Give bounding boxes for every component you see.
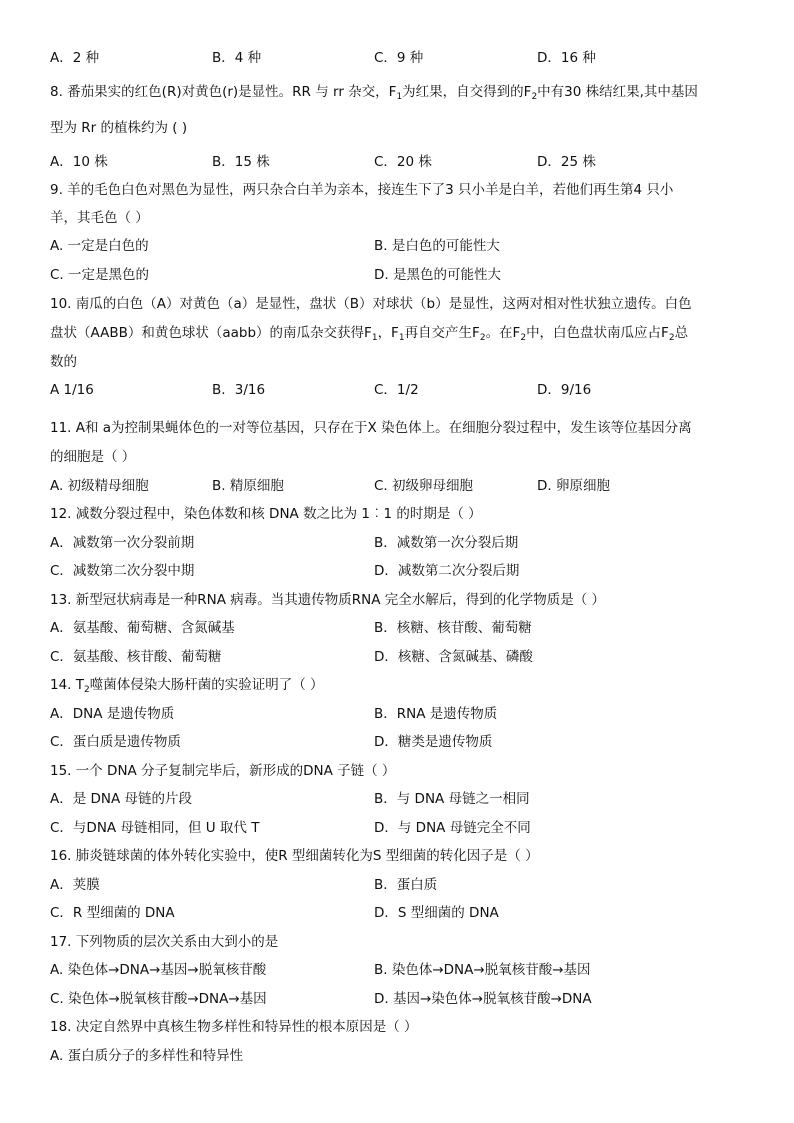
q14-stem-part: 噬菌体侵染大肠杆菌的实验证明了（ ）	[89, 677, 324, 693]
q8-stem-part: 中有30 株结红果,其中基因	[537, 84, 698, 100]
q13-option-d: D．核糖、含氮碱基、磷酸	[374, 649, 533, 665]
q12-option-a: A．减数第一次分裂前期	[50, 535, 195, 551]
q8-option-a: A．10 株	[50, 154, 108, 170]
q11-option-c: C. 初级卵母细胞	[374, 478, 474, 494]
q12-option-c: C．减数第二次分裂中期	[50, 563, 195, 579]
q11-option-d: D. 卵原细胞	[537, 478, 610, 494]
q16-option-b: B．蛋白质	[374, 877, 438, 893]
q14-stem	[50, 676, 324, 699]
q13-option-c: C．氨基酸、核苷酸、葡萄糖	[50, 649, 222, 665]
q14-option-c: C．蛋白质是遗传物质	[50, 734, 181, 750]
subscript: 2	[479, 333, 486, 343]
q16-option-a: A．荚膜	[50, 877, 100, 893]
subscript: 2	[668, 333, 675, 343]
q17-option-d: D. 基因→染色体→脱氧核苷酸→DNA	[374, 991, 592, 1007]
q15-option-b: B．与 DNA 母链之一相同	[374, 791, 530, 807]
q8-option-c: C．20 株	[374, 154, 432, 170]
q18-option-a: A. 蛋白质分子的多样性和特异性	[50, 1048, 244, 1064]
q10-stem-part: 再自交产生F	[404, 325, 480, 341]
q17-stem: 17. 下列物质的层次关系由大到小的是	[50, 934, 279, 950]
q10-option-c: C．1/2	[374, 382, 419, 398]
q10-stem-line2	[50, 324, 688, 347]
subscript: 2	[520, 333, 527, 343]
q10-option-b: B．3/16	[212, 382, 266, 398]
q8-stem-part: 8. 番茄果实的红色(R)对黄色(r)是显性。RR 与 rr 杂交，F	[50, 84, 397, 100]
q15-stem: 15. 一个 DNA 分子复制完毕后，新形成的DNA 子链（ ）	[50, 763, 396, 779]
q13-option-b: B．核糖、核苷酸、葡萄糖	[374, 620, 532, 636]
q11-stem-line1: 11. A和 a为控制果蝇体色的一对等位基因，只存在于X 染色体上。在细胞分裂过程中，发生该等位基因分离	[50, 420, 692, 436]
q7-option-d: D．16 种	[537, 50, 596, 66]
q9-option-b: B. 是白色的可能性大	[374, 238, 500, 254]
q17-option-b: B. 染色体→DNA→脱氧核苷酸→基因	[374, 962, 591, 978]
q10-stem-part: 。在F	[485, 325, 521, 341]
q7-option-a: A．2 种	[50, 50, 100, 66]
q8-stem-line1	[50, 83, 698, 106]
q9-option-a: A. 一定是白色的	[50, 238, 149, 254]
q17-option-a: A. 染色体→DNA→基因→脱氧核苷酸	[50, 962, 267, 978]
subscript: 1	[398, 333, 405, 343]
q8-stem-part: 为红果，自交得到的F	[402, 84, 532, 100]
q10-option-a: A 1/16	[50, 382, 94, 398]
q13-option-a: A．氨基酸、葡萄糖、含氮碱基	[50, 620, 235, 636]
q14-option-a: A．DNA 是遗传物质	[50, 706, 175, 722]
q16-option-c: C．R 型细菌的 DNA	[50, 905, 175, 921]
q14-stem-part: 14. T	[50, 677, 85, 693]
q13-stem: 13. 新型冠状病毒是一种RNA 病毒。当其遗传物质RNA 完全水解后，得到的化学物质是（ ）	[50, 592, 606, 608]
q11-option-b: B. 精原细胞	[212, 478, 284, 494]
q10-stem-line1: 10. 南瓜的白色（A）对黄色（a）是显性，盘状（B）对球状（b）是显性，这两对相对性状独立遗传。白色	[50, 296, 692, 312]
q11-option-a: A. 初级精母细胞	[50, 478, 149, 494]
q9-option-c: C. 一定是黑色的	[50, 267, 150, 283]
q10-option-d: D．9/16	[537, 382, 592, 398]
q7-option-c: C．9 种	[374, 50, 424, 66]
q15-option-c: C．与DNA 母链相同，但 U 取代 T	[50, 820, 260, 836]
q12-option-d: D．减数第二次分裂后期	[374, 563, 520, 579]
q8-option-d: D．25 株	[537, 154, 596, 170]
q8-stem-line2: 型为 Rr 的植株约为 ( )	[50, 120, 188, 136]
q10-stem-part: 中，白色盘状南瓜应占F	[526, 325, 669, 341]
q12-option-b: B．减数第一次分裂后期	[374, 535, 519, 551]
q9-stem-line2: 羊，其毛色（ ）	[50, 210, 149, 226]
q10-stem-part: ，F	[377, 325, 399, 341]
q9-stem-line1: 9. 羊的毛色白色对黑色为显性，两只杂合白羊为亲本，接连生下了3 只小羊是白羊，若他们再生第4 只小	[50, 182, 674, 198]
q10-stem-part: 盘状（AABB）和黄色球状（aabb）的南瓜杂交获得F	[50, 325, 372, 341]
q14-option-d: D．糖类是遗传物质	[374, 734, 493, 750]
q16-stem: 16. 肺炎链球菌的体外转化实验中，使R 型细菌转化为S 型细菌的转化因子是（ ）	[50, 848, 539, 864]
q15-option-a: A．是 DNA 母链的片段	[50, 791, 193, 807]
subscript: 2	[531, 92, 538, 102]
q10-stem-part: 总	[674, 325, 689, 341]
q12-stem: 12. 减数分裂过程中，染色体数和核 DNA 数之比为 1︰1 的时期是（ ）	[50, 506, 482, 522]
q11-stem-line2: 的细胞是（ ）	[50, 449, 136, 465]
subscript: 1	[371, 333, 378, 343]
q7-option-b: B．4 种	[212, 50, 262, 66]
q15-option-d: D．与 DNA 母链完全不同	[374, 820, 531, 836]
subscript: 2	[84, 685, 90, 695]
subscript: 1	[396, 92, 403, 102]
q16-option-d: D．S 型细菌的 DNA	[374, 905, 499, 921]
q9-option-d: D. 是黑色的可能性大	[374, 267, 501, 283]
q8-option-b: B．15 株	[212, 154, 270, 170]
q14-option-b: B．RNA 是遗传物质	[374, 706, 498, 722]
q10-stem-line3: 数的	[50, 354, 77, 370]
q18-stem: 18. 决定自然界中真核生物多样性和特异性的根本原因是（ ）	[50, 1019, 418, 1035]
q17-option-c: C. 染色体→脱氧核苷酸→DNA→基因	[50, 991, 267, 1007]
